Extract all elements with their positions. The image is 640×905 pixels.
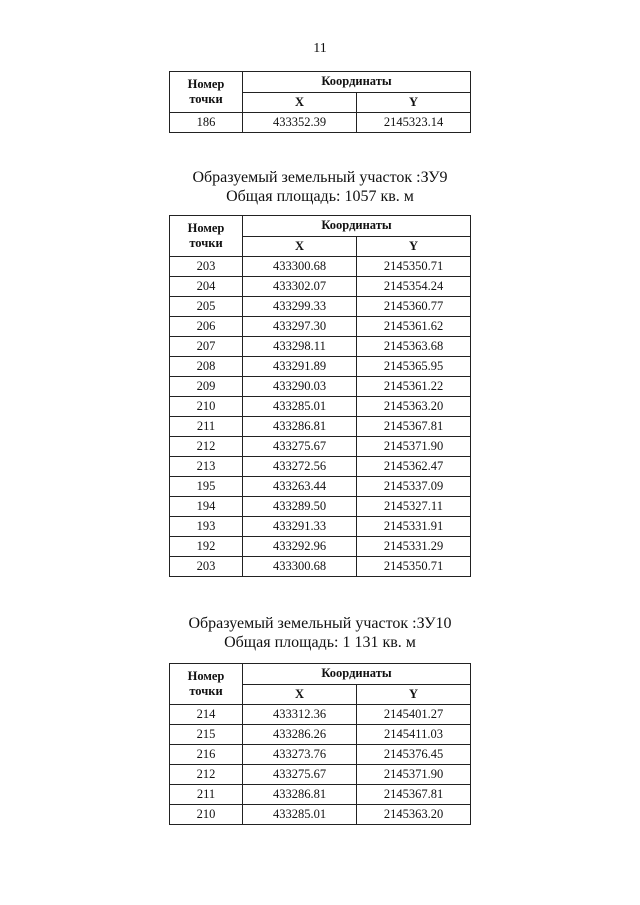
table-row [170, 745, 471, 765]
cell-point: 206 [170, 317, 243, 337]
cell-y: 2145371.90 [357, 765, 471, 785]
cell-x: 433273.76 [243, 745, 357, 765]
cell-x: 433263.44 [243, 477, 357, 497]
cell-point: 207 [170, 337, 243, 357]
header-y: Y [357, 92, 471, 113]
table-body [170, 257, 471, 577]
cell-x: 433272.56 [243, 457, 357, 477]
header-x: X [243, 236, 357, 257]
cell-y: 2145363.20 [357, 397, 471, 417]
cell-y: 2145327.11 [357, 497, 471, 517]
cell-point: 210 [170, 397, 243, 417]
cell-point: 195 [170, 477, 243, 497]
cell-point: 210 [170, 805, 243, 825]
section-zu10 [0, 614, 640, 825]
table-row [170, 725, 471, 745]
cell-x: 433289.50 [243, 497, 357, 517]
cell-y: 2145354.24 [357, 277, 471, 297]
table-row [170, 457, 471, 477]
header-point-number: Номер точки [170, 664, 243, 705]
cell-x: 433290.03 [243, 377, 357, 397]
cell-x: 433297.30 [243, 317, 357, 337]
table-row [170, 357, 471, 377]
table-row [170, 477, 471, 497]
cell-x: 433286.26 [243, 725, 357, 745]
cell-point: 208 [170, 357, 243, 377]
table-row [170, 257, 471, 277]
header-point-number: Номер точки [170, 216, 243, 257]
coordinates-table-zu9 [169, 215, 471, 577]
cell-y: 2145371.90 [357, 437, 471, 457]
cell-point: 213 [170, 457, 243, 477]
cell-point: 216 [170, 745, 243, 765]
cell-x: 433286.81 [243, 417, 357, 437]
cell-x: 433291.89 [243, 357, 357, 377]
table-top-block [0, 71, 640, 133]
cell-point: 212 [170, 437, 243, 457]
table-row [170, 277, 471, 297]
cell-point: 194 [170, 497, 243, 517]
cell-x: 433275.67 [243, 765, 357, 785]
section-area: Общая площадь: 1 131 кв. м [224, 634, 416, 651]
cell-y: 2145362.47 [357, 457, 471, 477]
table-row [170, 317, 471, 337]
cell-x: 433275.67 [243, 437, 357, 457]
header-x: X [243, 684, 357, 705]
table-row [170, 377, 471, 397]
section-title: Образуемый земельный участок :ЗУ9 [192, 169, 448, 186]
header-point-number: Номер точки [170, 72, 243, 113]
cell-x: 433302.07 [243, 277, 357, 297]
header-coordinates: Координаты [243, 664, 471, 685]
cell-y: 2145363.20 [357, 805, 471, 825]
cell-y: 2145331.91 [357, 517, 471, 537]
cell-y: 2145361.22 [357, 377, 471, 397]
cell-y: 2145376.45 [357, 745, 471, 765]
cell-x: 433285.01 [243, 805, 357, 825]
cell-point: 211 [170, 417, 243, 437]
cell-point: 209 [170, 377, 243, 397]
cell-y: 2145363.68 [357, 337, 471, 357]
table-row [170, 113, 471, 133]
coordinates-table-zu10 [169, 663, 471, 825]
header-y: Y [357, 684, 471, 705]
cell-x: 433312.36 [243, 705, 357, 725]
cell-y: 2145360.77 [357, 297, 471, 317]
cell-point: 211 [170, 785, 243, 805]
cell-y: 2145365.95 [357, 357, 471, 377]
header-coordinates: Координаты [243, 72, 471, 93]
cell-point: 212 [170, 765, 243, 785]
table-row [170, 417, 471, 437]
table-row [170, 397, 471, 417]
header-y: Y [357, 236, 471, 257]
cell-y: 2145323.14 [357, 113, 471, 133]
cell-x: 433352.39 [243, 113, 357, 133]
cell-x: 433300.68 [243, 257, 357, 277]
cell-point: 215 [170, 725, 243, 745]
section-zu9 [0, 168, 640, 577]
table-row [170, 765, 471, 785]
cell-y: 2145337.09 [357, 477, 471, 497]
table-row [170, 337, 471, 357]
cell-y: 2145401.27 [357, 705, 471, 725]
section-title: Образуемый земельный участок :ЗУ10 [188, 615, 452, 632]
cell-y: 2145411.03 [357, 725, 471, 745]
cell-x: 433298.11 [243, 337, 357, 357]
cell-x: 433291.33 [243, 517, 357, 537]
cell-y: 2145350.71 [357, 257, 471, 277]
header-coordinates: Координаты [243, 216, 471, 237]
cell-x: 433286.81 [243, 785, 357, 805]
cell-point: 193 [170, 517, 243, 537]
table-body [170, 705, 471, 825]
header-x: X [243, 92, 357, 113]
cell-y: 2145367.81 [357, 417, 471, 437]
table-body [170, 113, 471, 133]
cell-x: 433292.96 [243, 537, 357, 557]
cell-y: 2145367.81 [357, 785, 471, 805]
section-area: Общая площадь: 1057 кв. м [226, 188, 414, 205]
table-row [170, 437, 471, 457]
cell-point: 203 [170, 557, 243, 577]
table-row [170, 805, 471, 825]
coordinates-table-continuation [169, 71, 471, 133]
cell-point: 205 [170, 297, 243, 317]
cell-x: 433285.01 [243, 397, 357, 417]
cell-point: 214 [170, 705, 243, 725]
table-row [170, 785, 471, 805]
cell-point: 192 [170, 537, 243, 557]
cell-point: 186 [170, 113, 243, 133]
table-row [170, 297, 471, 317]
page-number: 11 [313, 41, 327, 56]
table-row [170, 705, 471, 725]
cell-point: 203 [170, 257, 243, 277]
cell-y: 2145361.62 [357, 317, 471, 337]
table-row [170, 537, 471, 557]
cell-x: 433300.68 [243, 557, 357, 577]
cell-point: 204 [170, 277, 243, 297]
table-row [170, 497, 471, 517]
table-row [170, 557, 471, 577]
cell-x: 433299.33 [243, 297, 357, 317]
cell-y: 2145350.71 [357, 557, 471, 577]
cell-y: 2145331.29 [357, 537, 471, 557]
table-row [170, 517, 471, 537]
